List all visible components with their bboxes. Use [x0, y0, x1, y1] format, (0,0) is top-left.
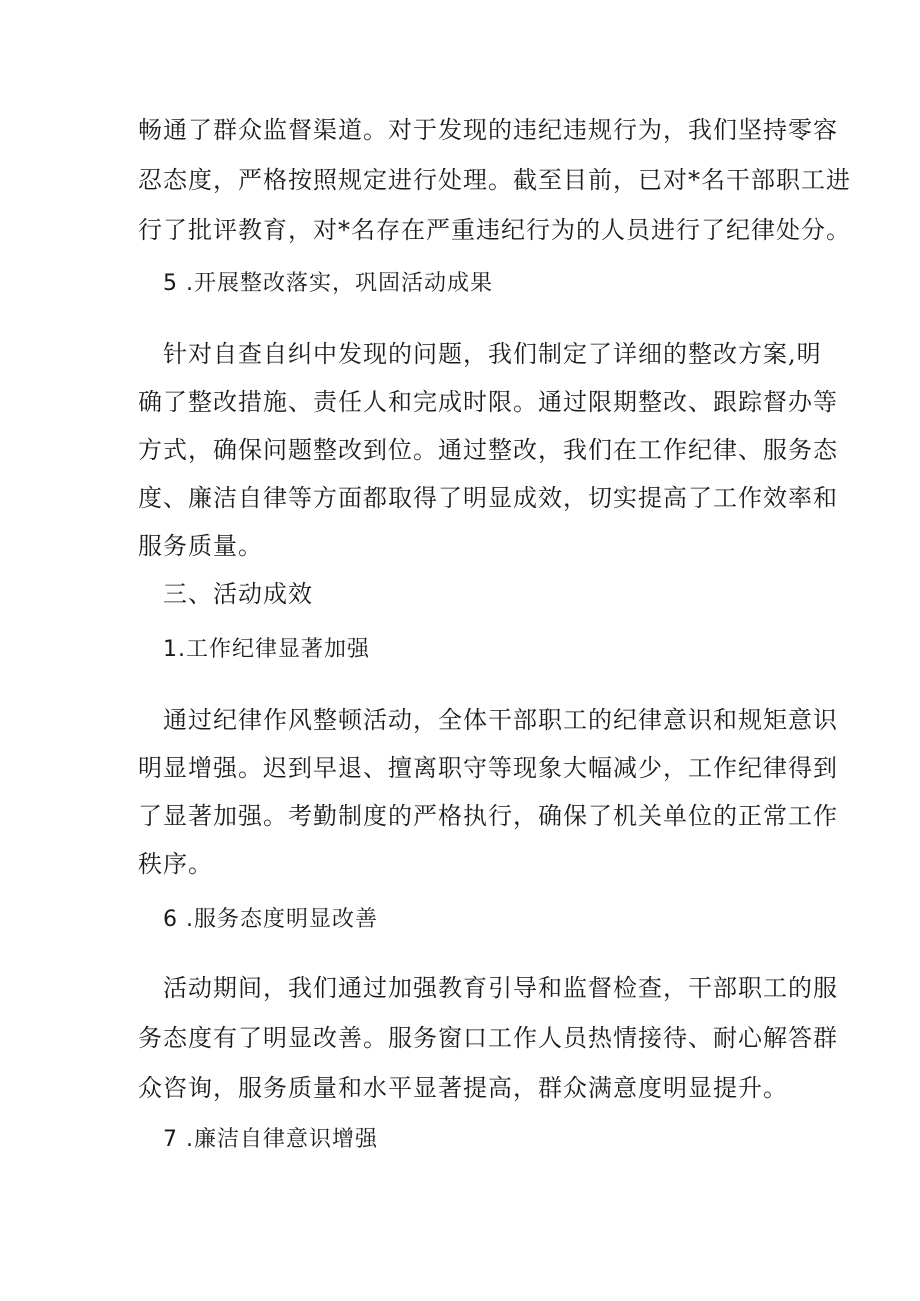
paragraph-line: 忍态度，严格按照规定进行处理。截至目前，已对*名干部职工进 [138, 166, 851, 194]
section-heading: 7 .廉洁自律意识增强 [163, 1127, 378, 1152]
section-heading: 1.工作纪律显著加强 [163, 637, 370, 662]
section-heading: 6 .服务态度明显改善 [163, 907, 378, 932]
paragraph-line: 了显著加强。考勤制度的严格执行，确保了机关单位的正常工作 [138, 802, 838, 830]
paragraph-line: 众咨询，服务质量和水平显著提高，群众满意度明显提升。 [138, 1074, 788, 1102]
paragraph-line: 针对自查自纠中发现的问题，我们制定了详细的整改方案,明 [163, 340, 822, 368]
section-heading: 5 .开展整改落实，巩固活动成果 [163, 271, 493, 296]
paragraph-line: 确了整改措施、责任人和完成时限。通过限期整改、跟踪督办等 [138, 388, 838, 416]
paragraph-line: 畅通了群众监督渠道。对于发现的违纪违规行为，我们坚持零容 [138, 116, 838, 144]
paragraph-line: 通过纪律作风整顿活动，全体干部职工的纪律意识和规矩意识 [163, 706, 838, 734]
paragraph-line: 务态度有了明显改善。服务窗口工作人员热情接待、耐心解答群 [138, 1024, 838, 1052]
section-heading: 三、活动成效 [163, 580, 313, 608]
paragraph-line: 服务质量。 [138, 532, 263, 560]
paragraph-line: 行了批评教育，对*名存在严重违纪行为的人员进行了纪律处分。 [138, 216, 851, 244]
paragraph-line: 度、廉洁自律等方面都取得了明显成效，切实提高了工作效率和 [138, 484, 838, 512]
paragraph-line: 明显增强。迟到早退、擅离职守等现象大幅减少，工作纪律得到 [138, 754, 838, 782]
paragraph-line: 方式，确保问题整改到位。通过整改，我们在工作纪律、服务态 [138, 436, 838, 464]
paragraph-line: 秩序。 [138, 850, 213, 878]
paragraph-line: 活动期间，我们通过加强教育引导和监督检查，干部职工的服 [163, 974, 838, 1002]
